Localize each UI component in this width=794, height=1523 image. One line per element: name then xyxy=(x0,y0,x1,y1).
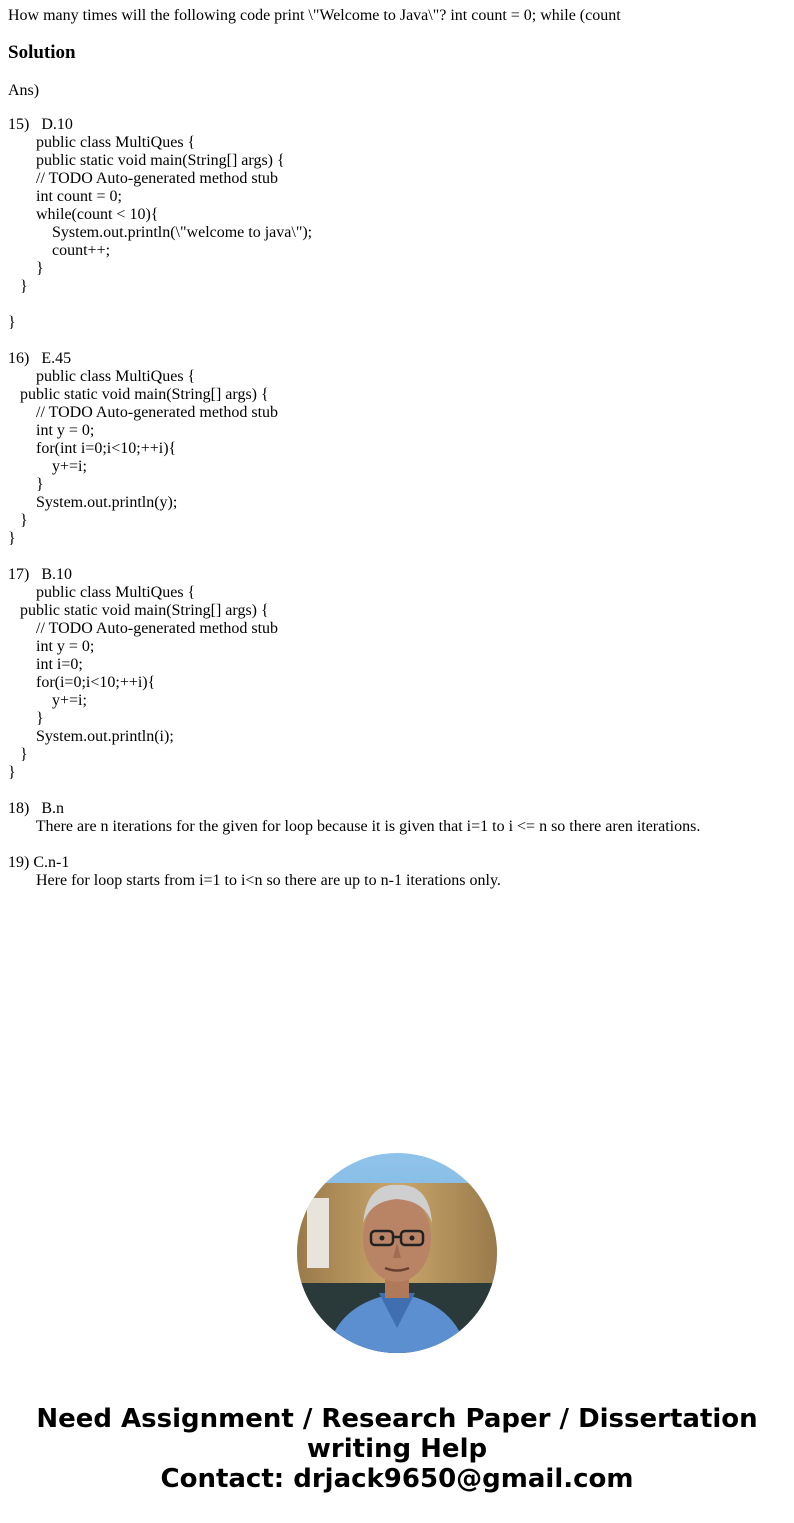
footer-banner xyxy=(0,1404,794,1494)
answer-line: } xyxy=(8,314,16,331)
answer-line: int y = 0; xyxy=(8,422,95,439)
blank-line xyxy=(8,836,786,854)
answer-line: public static void main(String[] args) { xyxy=(8,152,285,169)
answer-line: int count = 0; xyxy=(8,188,122,205)
answer-line: There are n iterations for the given for loop because it is given that i=1 to i <= n so there aren iterations. xyxy=(8,818,701,835)
footer-line-2: writing Help xyxy=(306,1434,488,1464)
footer-line-1: Need Assignment / Research Paper / Dissertation xyxy=(36,1404,758,1434)
footer-contact: Contact: drjack9650@gmail.com xyxy=(160,1464,634,1494)
answer-line: 17) B.10 xyxy=(8,566,72,583)
answer-line: int y = 0; xyxy=(8,638,95,655)
blank-line xyxy=(8,296,786,314)
answer-line: for(i=0;i<10;++i){ xyxy=(8,674,156,691)
answer-line: int i=0; xyxy=(8,656,83,673)
answer-line: System.out.println(y); xyxy=(8,494,178,511)
answer-line: } xyxy=(8,278,28,295)
answer-line: public class MultiQues { xyxy=(8,368,196,385)
answer-line: } xyxy=(8,512,28,529)
answer-line: public static void main(String[] args) { xyxy=(8,602,269,619)
answer-line: // TODO Auto-generated method stub xyxy=(8,620,279,637)
answer-line: while(count < 10){ xyxy=(8,206,159,223)
answer-line: System.out.println(\"welcome to java\"); xyxy=(8,224,313,241)
answer-line: for(int i=0;i<10;++i){ xyxy=(8,440,177,457)
question-text: How many times will the following code print \"Welcome to Java\"? int count = 0; while (count xyxy=(8,7,621,24)
answer-line: public class MultiQues { xyxy=(8,584,196,601)
answer-line: } xyxy=(8,530,16,547)
ans-label: Ans) xyxy=(8,82,40,99)
answer-line: } xyxy=(8,746,28,763)
answer-line: Here for loop starts from i=1 to i<n so there are up to n-1 iterations only. xyxy=(8,872,501,889)
answer-line: } xyxy=(8,260,44,277)
answer-line: // TODO Auto-generated method stub xyxy=(8,170,279,187)
answer-line: } xyxy=(8,476,44,493)
solution-heading: Solution xyxy=(8,42,76,63)
answer-line: // TODO Auto-generated method stub xyxy=(8,404,279,421)
answer-line: 15) D.10 xyxy=(8,116,73,133)
answer-line: public class MultiQues { xyxy=(8,134,196,151)
answer-line: } xyxy=(8,764,16,781)
answer-line: 19) C.n-1 xyxy=(8,854,70,871)
answer-line: count++; xyxy=(8,242,111,259)
answer-line: } xyxy=(8,710,44,727)
answer-line: 16) E.45 xyxy=(8,350,72,367)
answers-block xyxy=(8,116,786,890)
answer-line: y+=i; xyxy=(8,692,87,709)
answer-line: y+=i; xyxy=(8,458,87,475)
answer-line: System.out.println(i); xyxy=(8,728,174,745)
blank-line xyxy=(8,332,786,350)
blank-line xyxy=(8,548,786,566)
answer-line: 18) B.n xyxy=(8,800,64,817)
author-avatar xyxy=(297,1153,497,1353)
answer-line: public static void main(String[] args) { xyxy=(8,386,269,403)
blank-line xyxy=(8,782,786,800)
